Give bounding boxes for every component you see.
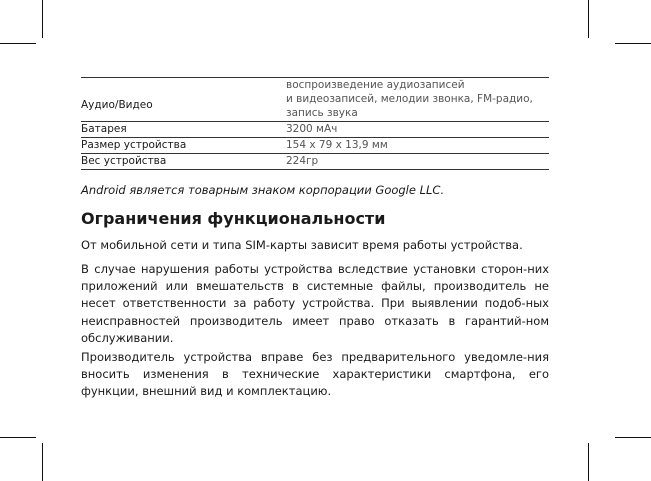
spec-label: Батарея [81, 122, 286, 138]
table-row [81, 78, 549, 122]
crop-mark [615, 43, 651, 44]
crop-mark [42, 443, 43, 481]
spec-value [286, 78, 549, 122]
section-heading: Ограничения функциональности [81, 209, 386, 228]
spec-label: Размер устройства [81, 138, 286, 154]
table-row [81, 154, 549, 170]
spec-value: 3200 мАч [286, 122, 549, 138]
paragraph: Производитель устройства вправе без предварительного уведомле-ния вносить изменения в технические характеристики смартфона, его функции, внешний вид и комплектацию. [81, 350, 549, 399]
table-row [81, 138, 549, 154]
spec-value: 224гр [286, 154, 549, 170]
table-row [81, 122, 549, 138]
trademark-note: Android является товарным знаком корпорации Google LLC. [81, 183, 445, 197]
specs-table [81, 77, 549, 170]
spec-value-line: запись звука [286, 107, 358, 119]
crop-mark [42, 0, 43, 38]
paragraph: В случае нарушения работы устройства вследствие установки сторон-них приложений или вмешательств в системные файлы, производитель не несет ответственности за работу устройства. При выявлении подоб-ных неисправностей производитель имеет право отказать в гарантий-ном обслуживании. [81, 262, 549, 345]
spec-value-line: и видеозаписей, мелодии звонка, FM-радио, [286, 93, 533, 105]
crop-mark [588, 443, 589, 481]
paragraph: От мобильной сети и типа SIM-карты зависит время работы устройства. [81, 238, 523, 252]
crop-mark [615, 437, 651, 438]
crop-mark [0, 437, 36, 438]
spec-value: 154 х 79 х 13,9 мм [286, 138, 549, 154]
spec-label: Аудио/Видео [81, 78, 286, 122]
crop-mark [0, 43, 36, 44]
spec-label: Вес устройства [81, 154, 286, 170]
crop-mark [588, 0, 589, 38]
spec-value-line: воспроизведение аудиозаписей [286, 79, 465, 91]
